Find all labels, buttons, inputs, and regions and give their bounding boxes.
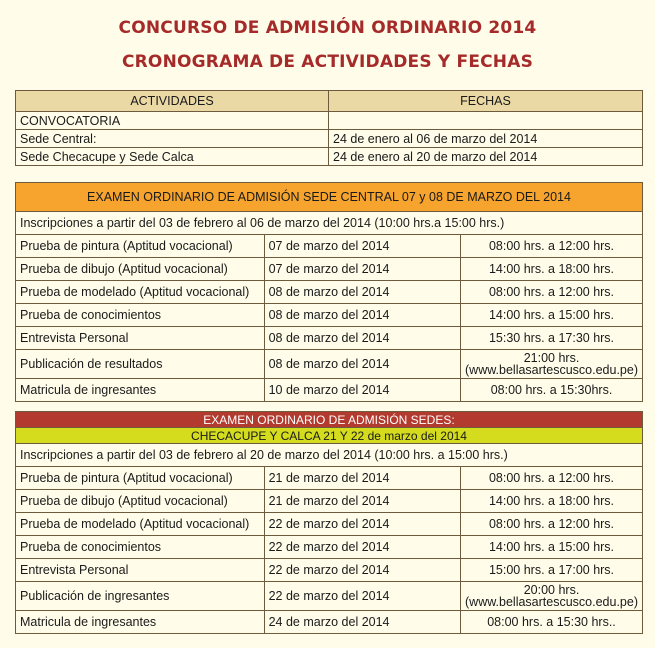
website-text: (www.bellasartescusco.edu.pe) — [465, 595, 638, 609]
sede-central-banner: EXAMEN ORDINARIO DE ADMISIÓN SEDE CENTRAL 07 y 08 DE MARZO DEL 2014 — [16, 183, 643, 212]
date-cell: 24 de marzo del 2014 — [264, 611, 460, 634]
activity-cell: Prueba de dibujo (Aptitud vocacional) — [16, 258, 265, 281]
activity-cell: Entrevista Personal — [16, 327, 265, 350]
time-cell: 08:00 hrs. a 12:00 hrs. — [461, 235, 643, 258]
activity-cell: Entrevista Personal — [16, 559, 265, 582]
time-cell: 14:00 hrs. a 15:00 hrs. — [461, 536, 643, 559]
time-cell: 15:30 hrs. a 17:30 hrs. — [461, 327, 643, 350]
inscriptions-row: Inscripciones a partir del 03 de febrero al 20 de marzo del 2014 (10:00 hrs. a 15:00 hrs.) — [16, 444, 643, 467]
time-cell: 14:00 hrs. a 15:00 hrs. — [461, 304, 643, 327]
table-row — [16, 235, 643, 258]
table-row — [16, 513, 643, 536]
activity-cell: Matricula de ingresantes — [16, 611, 265, 634]
time-cell: 08:00 hrs. a 15:30hrs. — [461, 379, 643, 402]
sede-central-table — [15, 182, 643, 402]
date-cell: 24 de enero al 06 de marzo del 2014 — [329, 130, 643, 148]
date-cell: 07 de marzo del 2014 — [264, 258, 460, 281]
sedes-banner: EXAMEN ORDINARIO DE ADMISIÓN SEDES: — [16, 412, 643, 428]
date-cell: 21 de marzo del 2014 — [264, 467, 460, 490]
activity-cell: Matricula de ingresantes — [16, 379, 265, 402]
page-title: CONCURSO DE ADMISIÓN ORDINARIO 2014 — [118, 18, 537, 38]
time-cell: 08:00 hrs. a 12:00 hrs. — [461, 513, 643, 536]
date-cell: 08 de marzo del 2014 — [264, 281, 460, 304]
time-cell: 14:00 hrs. a 18:00 hrs. — [461, 258, 643, 281]
activity-cell: Sede Central: — [16, 130, 329, 148]
table-row — [16, 258, 643, 281]
table-row — [16, 148, 643, 166]
activity-cell: CONVOCATORIA — [16, 112, 329, 130]
table-row — [16, 559, 643, 582]
table-row — [16, 611, 643, 634]
time-cell: 08:00 hrs. a 15:30 hrs.. — [461, 611, 643, 634]
activity-cell: Prueba de modelado (Aptitud vocacional) — [16, 513, 265, 536]
activity-cell: Prueba de dibujo (Aptitud vocacional) — [16, 490, 265, 513]
date-cell — [329, 112, 643, 130]
date-cell: 08 de marzo del 2014 — [264, 350, 460, 379]
table-row — [16, 350, 643, 379]
activity-cell: Prueba de conocimientos — [16, 536, 265, 559]
time-text: 21:00 hrs. — [523, 351, 580, 365]
activity-cell: Publicación de ingresantes — [16, 582, 265, 611]
date-cell: 21 de marzo del 2014 — [264, 490, 460, 513]
activity-cell: Prueba de pintura (Aptitud vocacional) — [16, 467, 265, 490]
table-row — [16, 467, 643, 490]
sedes-table — [15, 411, 643, 634]
date-cell: 22 de marzo del 2014 — [264, 536, 460, 559]
date-cell: 08 de marzo del 2014 — [264, 304, 460, 327]
col-header-dates: FECHAS — [329, 91, 643, 112]
time-text: 20:00 hrs. — [523, 583, 580, 597]
activity-cell: Prueba de conocimientos — [16, 304, 265, 327]
time-cell: 15:00 hrs. a 17:00 hrs. — [461, 559, 643, 582]
date-cell: 10 de marzo del 2014 — [264, 379, 460, 402]
checacupe-calca-banner: CHECACUPE Y CALCA 21 Y 22 de marzo del 2014 — [16, 428, 643, 444]
table-row — [16, 281, 643, 304]
date-cell: 22 de marzo del 2014 — [264, 559, 460, 582]
table-row — [16, 582, 643, 611]
time-cell: 08:00 hrs. a 12:00 hrs. — [461, 281, 643, 304]
table-row — [16, 327, 643, 350]
table-row — [16, 536, 643, 559]
date-cell: 07 de marzo del 2014 — [264, 235, 460, 258]
activity-cell: Sede Checacupe y Sede Calca — [16, 148, 329, 166]
table-row — [16, 379, 643, 402]
table-row — [16, 490, 643, 513]
inscriptions-row: Inscripciones a partir del 03 de febrero al 06 de marzo del 2014 (10:00 hrs.a 15:00 hrs.) — [16, 212, 643, 235]
page-subtitle: CRONOGRAMA DE ACTIVIDADES Y FECHAS — [121, 52, 534, 72]
activity-cell: Publicación de resultados — [16, 350, 265, 379]
activity-cell: Prueba de modelado (Aptitud vocacional) — [16, 281, 265, 304]
date-cell: 08 de marzo del 2014 — [264, 327, 460, 350]
convocatoria-table — [15, 90, 643, 166]
table-row — [16, 112, 643, 130]
date-cell: 22 de marzo del 2014 — [264, 582, 460, 611]
table-row — [16, 130, 643, 148]
time-cell — [461, 582, 643, 611]
time-cell: 08:00 hrs. a 12:00 hrs. — [461, 467, 643, 490]
col-header-activities: ACTIVIDADES — [16, 91, 329, 112]
website-text: (www.bellasartescusco.edu.pe) — [465, 363, 638, 377]
activity-cell: Prueba de pintura (Aptitud vocacional) — [16, 235, 265, 258]
time-cell — [461, 350, 643, 379]
date-cell: 24 de enero al 20 de marzo del 2014 — [329, 148, 643, 166]
date-cell: 22 de marzo del 2014 — [264, 513, 460, 536]
table-row — [16, 304, 643, 327]
time-cell: 14:00 hrs. a 18:00 hrs. — [461, 490, 643, 513]
